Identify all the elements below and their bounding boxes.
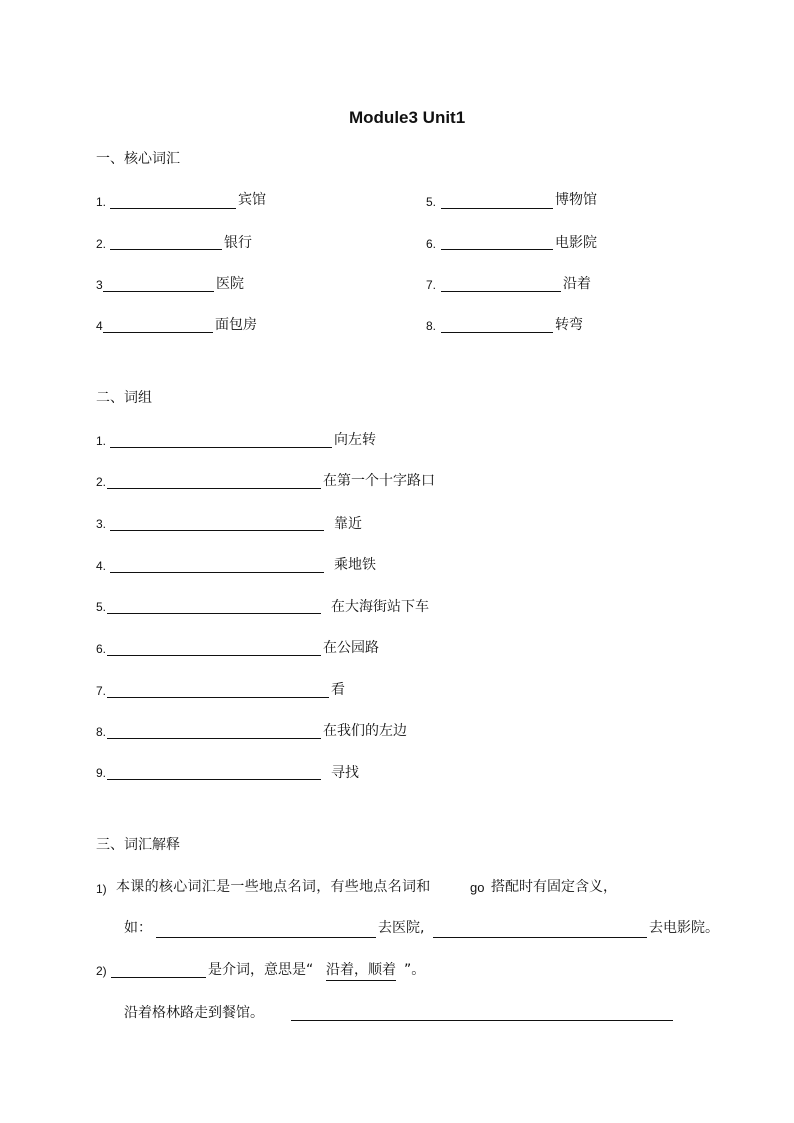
item-number: 3. bbox=[96, 517, 107, 531]
section-heading-phrases: 二、词组 bbox=[96, 390, 152, 406]
page-title: Module3 Unit1 bbox=[349, 108, 466, 127]
translation-sentence: 沿着格林路走到餐馆。 bbox=[124, 1005, 264, 1021]
item-text: 在公园路 bbox=[323, 640, 379, 656]
answer-blank[interactable] bbox=[110, 249, 222, 250]
answer-blank[interactable] bbox=[110, 572, 324, 573]
item-text: 医院 bbox=[216, 276, 244, 292]
answer-blank-translation[interactable] bbox=[291, 1020, 673, 1021]
item-text: 在第一个十字路口 bbox=[323, 473, 435, 489]
answer-blank[interactable] bbox=[107, 488, 321, 489]
question-1-text-a: 本课的核心词汇是一些地点名词，有些地点名词和 bbox=[116, 879, 431, 895]
item-text: 乘地铁 bbox=[334, 557, 376, 573]
example-text-a: 去医院, bbox=[378, 920, 425, 936]
item-number: 7. bbox=[426, 278, 437, 292]
item-number: 4 bbox=[96, 319, 103, 333]
answer-blank[interactable] bbox=[107, 697, 329, 698]
question-2-number: 2) bbox=[96, 964, 107, 978]
item-number: 8. bbox=[96, 725, 107, 739]
answer-blank[interactable] bbox=[110, 208, 236, 209]
item-text: 在我们的左边 bbox=[323, 723, 407, 739]
answer-blank[interactable] bbox=[441, 332, 553, 333]
item-text: 向左转 bbox=[334, 432, 376, 448]
item-text: 博物馆 bbox=[555, 192, 597, 208]
item-number: 2. bbox=[96, 475, 107, 489]
example-text-b: 去电影院。 bbox=[649, 920, 719, 936]
item-text: 看 bbox=[331, 682, 345, 698]
item-number: 6. bbox=[426, 237, 437, 251]
item-number: 9. bbox=[96, 766, 107, 780]
answer-blank-cinema[interactable] bbox=[433, 937, 647, 938]
item-number: 8. bbox=[426, 319, 437, 333]
answer-blank[interactable] bbox=[107, 655, 321, 656]
question-1-text-b: 搭配时有固定含义， bbox=[491, 879, 617, 895]
answer-blank[interactable] bbox=[441, 249, 553, 250]
item-text: 面包房 bbox=[215, 317, 257, 333]
answer-blank[interactable] bbox=[110, 530, 324, 531]
item-number: 1. bbox=[96, 434, 107, 448]
item-number: 6. bbox=[96, 642, 107, 656]
answer-blank[interactable] bbox=[110, 447, 332, 448]
item-text: 电影院 bbox=[555, 235, 597, 251]
answer-blank[interactable] bbox=[107, 738, 321, 739]
item-number: 1. bbox=[96, 195, 107, 209]
item-number: 3 bbox=[96, 278, 103, 292]
item-number: 5. bbox=[426, 195, 437, 209]
question-2-text-a: 是介词，意思是“ bbox=[208, 962, 314, 978]
answer-blank[interactable] bbox=[441, 291, 561, 292]
item-text: 沿着 bbox=[563, 276, 591, 292]
section-heading-vocabulary: 一、核心词汇 bbox=[96, 151, 180, 167]
item-number: 4. bbox=[96, 559, 107, 573]
item-text: 银行 bbox=[224, 235, 252, 251]
item-text: 转弯 bbox=[555, 317, 583, 333]
item-text: 宾馆 bbox=[238, 192, 266, 208]
item-number: 7. bbox=[96, 684, 107, 698]
item-text: 寻找 bbox=[331, 765, 359, 781]
item-text: 在大海街站下车 bbox=[331, 599, 429, 615]
question-2-meaning: 沿着，顺着 bbox=[326, 959, 396, 981]
section-heading-explanation: 三、词汇解释 bbox=[96, 837, 180, 853]
answer-blank[interactable] bbox=[107, 779, 321, 780]
item-number: 2. bbox=[96, 237, 107, 251]
question-1-go: go bbox=[470, 880, 485, 895]
answer-blank-hospital[interactable] bbox=[156, 937, 376, 938]
item-text: 靠近 bbox=[334, 516, 362, 532]
answer-blank[interactable] bbox=[441, 208, 553, 209]
answer-blank[interactable] bbox=[107, 613, 321, 614]
example-prefix: 如： bbox=[124, 920, 152, 936]
item-number: 5. bbox=[96, 600, 107, 614]
question-2-text-b: ”。 bbox=[404, 962, 426, 978]
question-1-number: 1) bbox=[96, 882, 107, 896]
answer-blank[interactable] bbox=[103, 332, 213, 333]
answer-blank[interactable] bbox=[103, 291, 214, 292]
answer-blank-preposition[interactable] bbox=[111, 977, 206, 978]
